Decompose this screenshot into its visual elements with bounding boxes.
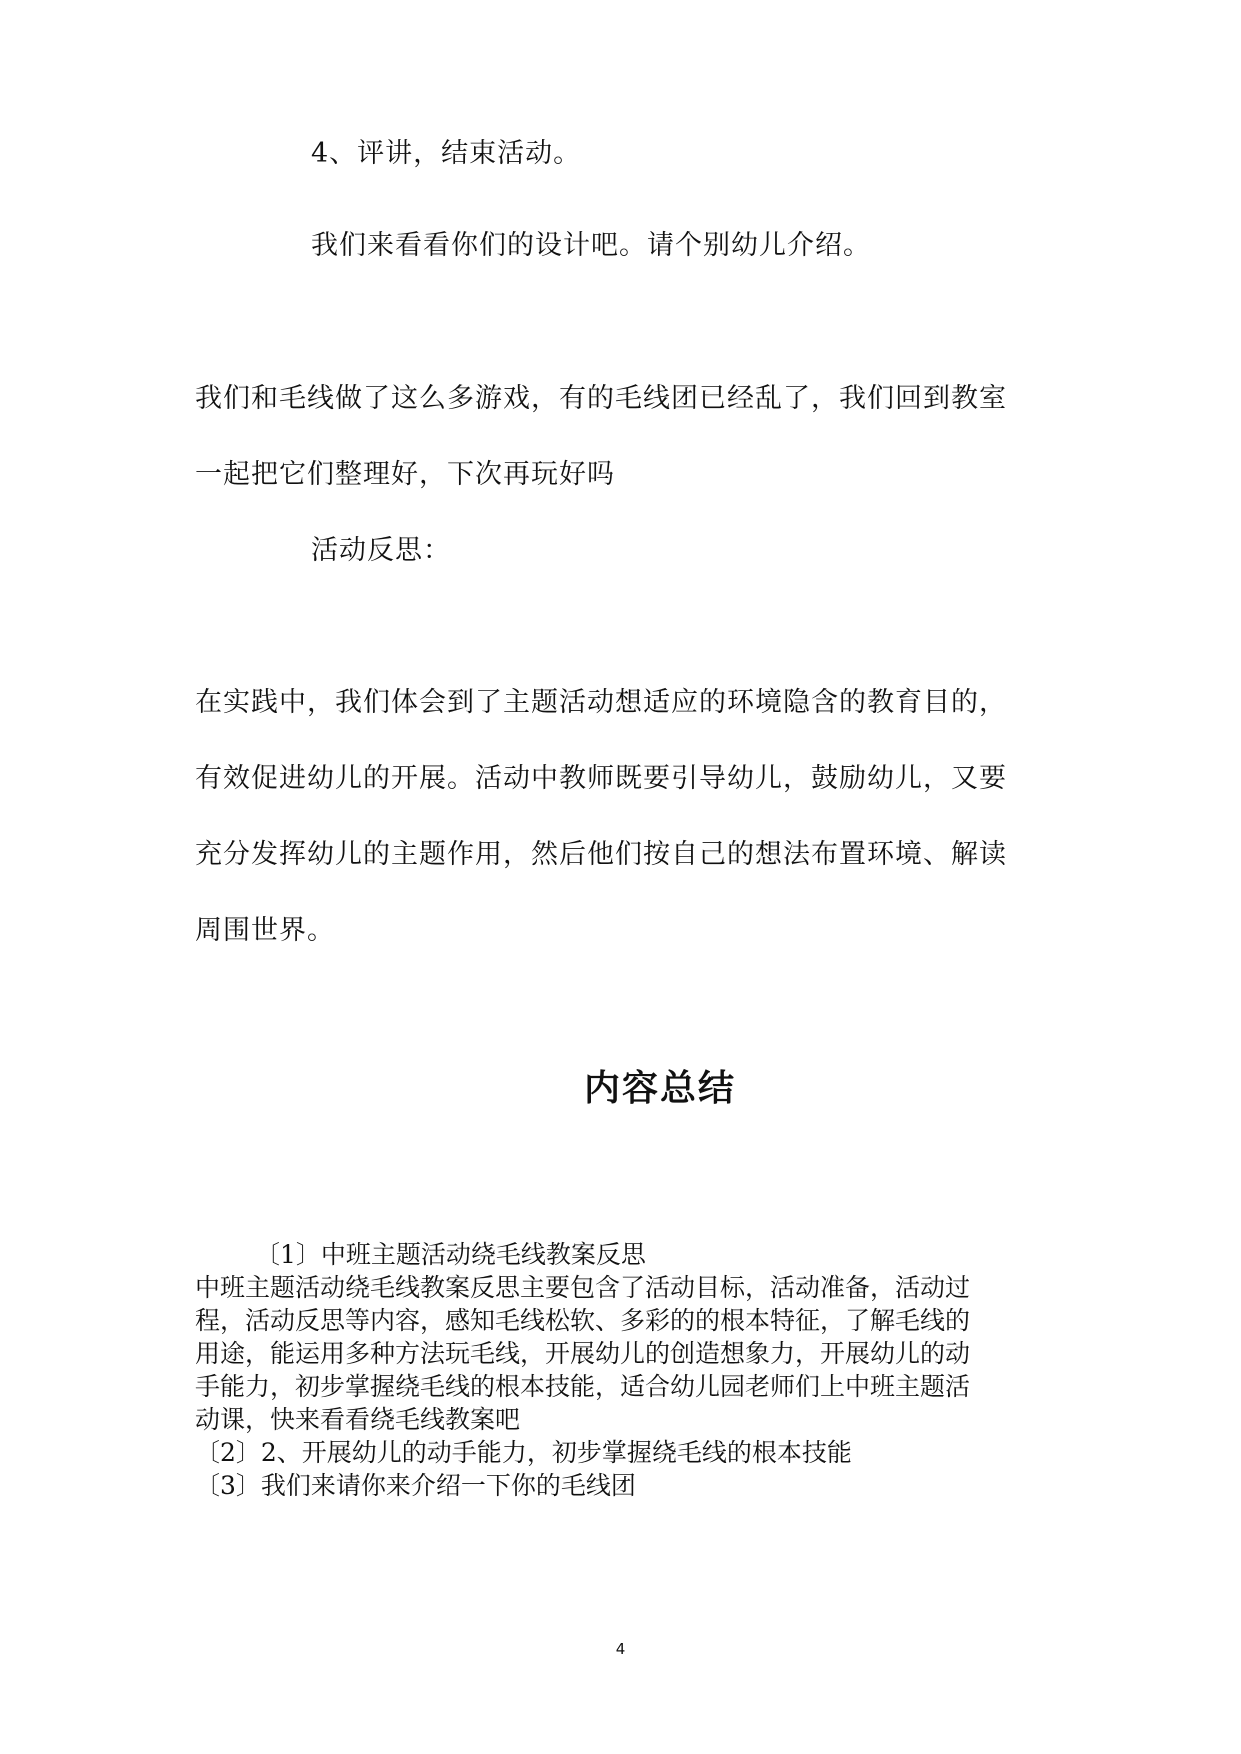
tidy-paragraph-line-1: 我们和毛线做了这么多游戏，有的毛线团已经乱了，我们回到教室 (195, 383, 1007, 414)
summary-title: 内容总结 (583, 1068, 736, 1109)
reflection-paragraph-line-3: 充分发挥幼儿的主题作用，然后他们按自己的想法布置环境、解读 (195, 839, 1007, 870)
summary-item-1-line-3: 用途，能运用多种方法玩毛线，开展幼儿的创造想象力，开展幼儿的动 (195, 1339, 971, 1368)
summary-item-1-line-2: 程，活动反思等内容，感知毛线松软、多彩的的根本特征，了解毛线的 (195, 1306, 971, 1335)
reflection-paragraph-line-1: 在实践中，我们体会到了主题活动想适应的环境隐含的教育目的， (195, 687, 1007, 718)
summary-item-3: 〔3〕我们来请你来介绍一下你的毛线团 (195, 1471, 636, 1500)
design-review-paragraph: 我们来看看你们的设计吧。请个别幼儿介绍。 (311, 230, 871, 261)
summary-item-1-line-4: 手能力，初步掌握绕毛线的根本技能，适合幼儿园老师们上中班主题活 (195, 1372, 971, 1401)
page-number: 4 (615, 1640, 626, 1658)
summary-item-1-line-1: 中班主题活动绕毛线教案反思主要包含了活动目标，活动准备，活动过 (195, 1273, 971, 1302)
reflection-paragraph-line-2: 有效促进幼儿的开展。活动中教师既要引导幼儿，鼓励幼儿，又要 (195, 763, 1007, 794)
tidy-paragraph-line-2: 一起把它们整理好，下次再玩好吗 (195, 459, 615, 490)
reflection-paragraph-line-4: 周围世界。 (195, 915, 335, 946)
summary-item-1-heading: 〔1〕中班主题活动绕毛线教案反思 (255, 1240, 646, 1269)
summary-item-2: 〔2〕2、开展幼儿的动手能力，初步掌握绕毛线的根本技能 (195, 1438, 852, 1467)
summary-list (195, 1238, 1055, 1502)
reflection-heading: 活动反思： (311, 535, 451, 566)
summary-item-1-line-5: 动课，快来看看绕毛线教案吧 (195, 1405, 521, 1434)
step-4-paragraph: 4、评讲，结束活动。 (311, 138, 582, 169)
